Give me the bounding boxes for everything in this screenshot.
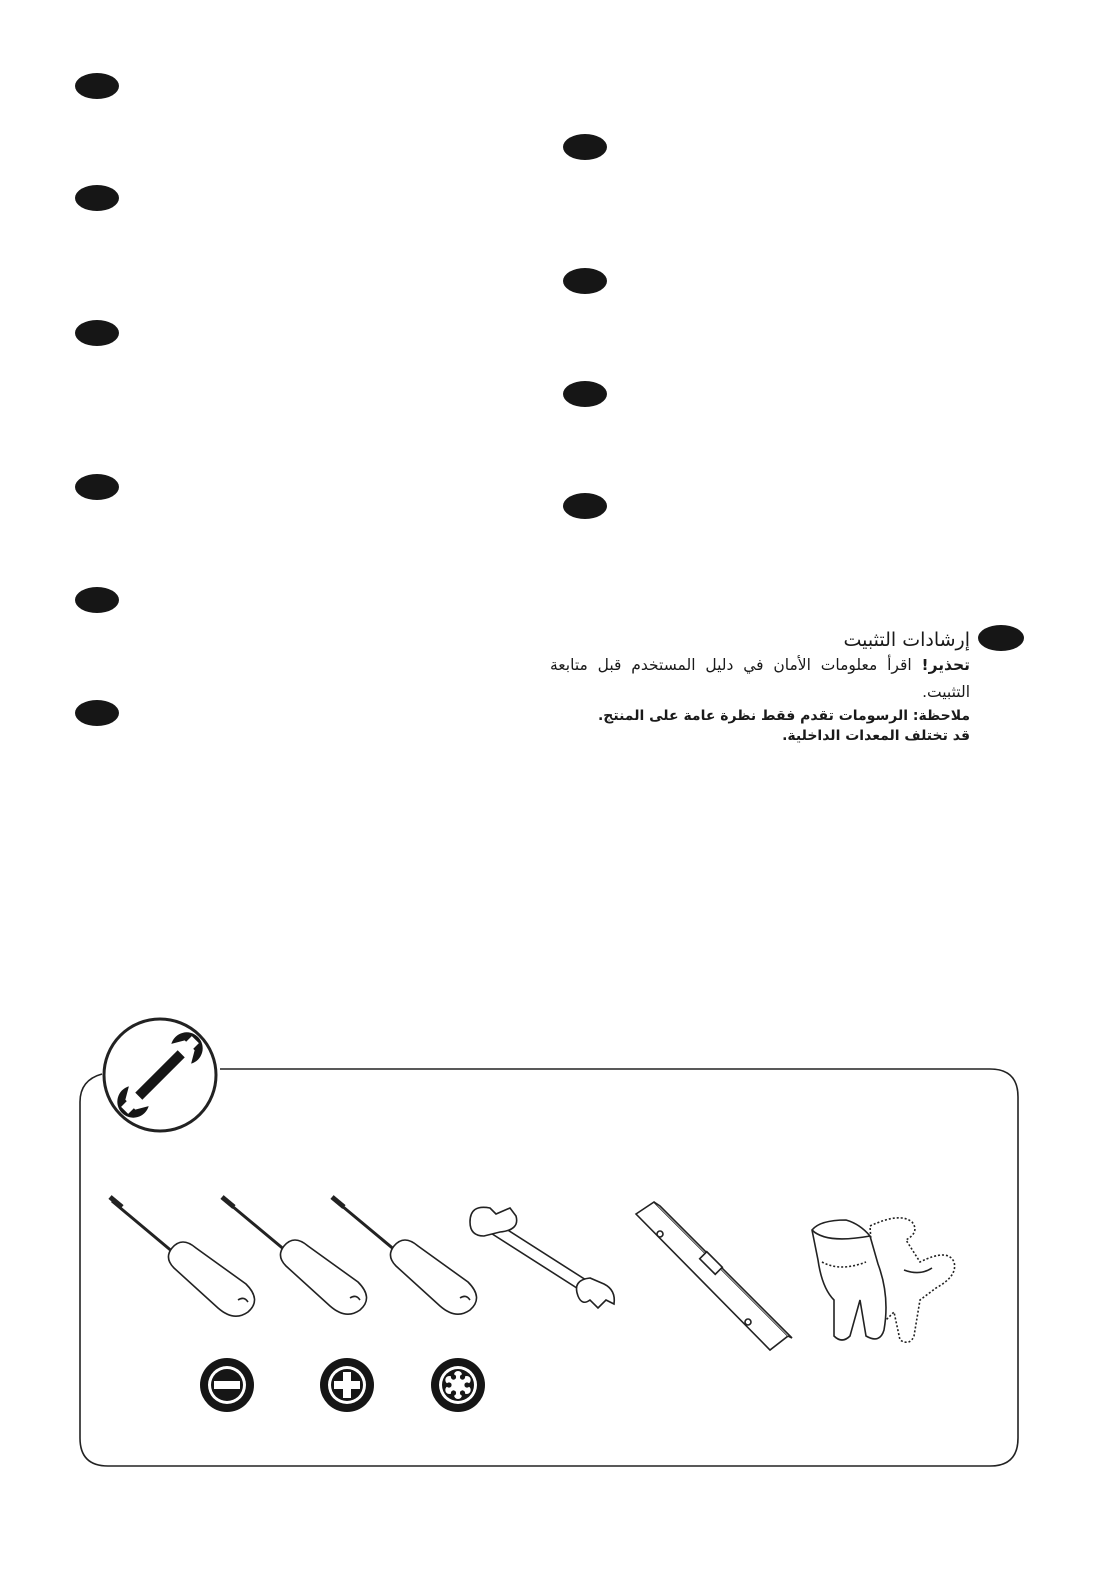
note-line-2: قد تختلف المعدات الداخلية. <box>782 728 970 744</box>
open-end-wrench-icon <box>470 1207 614 1308</box>
warning-label: تحذير! <box>921 656 970 674</box>
installation-title: إرشادات التثبيت <box>843 629 970 651</box>
flat-screwdriver-icon <box>110 1197 255 1316</box>
spirit-level-icon <box>636 1202 792 1350</box>
wrench-icon <box>104 1019 216 1131</box>
torx-bit-icon <box>431 1358 485 1412</box>
note-line-1: ملاحظة: الرسومات تقدم فقط نظرة عامة على المنتج. <box>597 708 970 724</box>
flat-bit-icon <box>200 1358 254 1412</box>
warning-text: اقرأ معلومات الأمان في دليل المستخدم قبل متابعة التثبيت. <box>550 656 970 701</box>
phillips-bit-icon <box>320 1358 374 1412</box>
work-gloves-icon <box>812 1218 955 1342</box>
